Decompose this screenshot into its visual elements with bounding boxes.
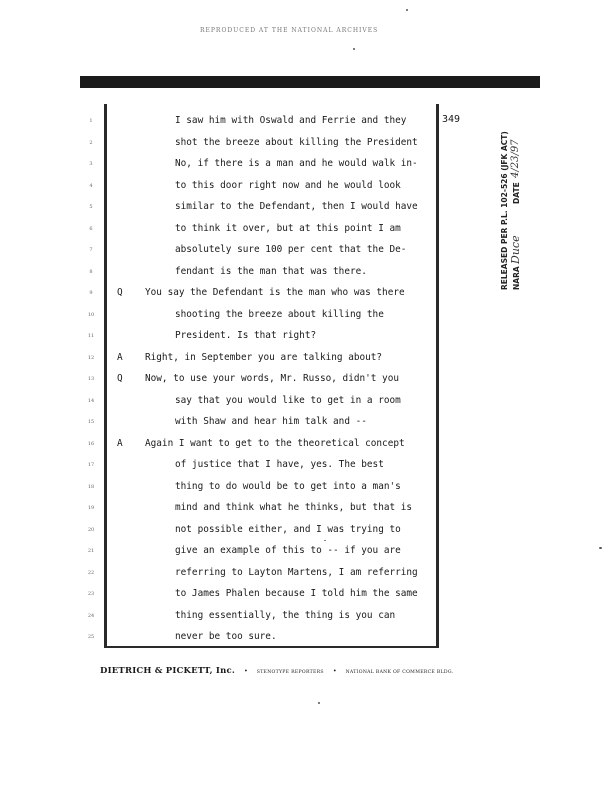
- speaker-label: A: [117, 437, 123, 449]
- line-number: 20: [87, 526, 95, 533]
- line-text: to James Phalen because I told him the same: [175, 588, 418, 599]
- transcript-line: [0, 502, 440, 516]
- line-text: say that you would like to get in a room: [175, 394, 401, 406]
- archive-header: REPRODUCED AT THE NATIONAL ARCHIVES: [200, 27, 379, 34]
- scan-speck: [318, 702, 320, 704]
- page-number: 349: [442, 114, 461, 125]
- footer-separator: •: [332, 668, 337, 675]
- line-number: 25: [87, 634, 95, 640]
- line-text: shot the breeze about killing the President: [175, 136, 418, 148]
- transcript-line: [0, 330, 440, 344]
- line-text: Now, to use your words, Mr. Russo, didn't you: [145, 373, 399, 384]
- line-number: 24: [87, 612, 95, 619]
- transcript-line: [0, 137, 440, 151]
- transcript-line: [0, 481, 440, 495]
- line-text: fendant is the man that was there.: [175, 265, 367, 277]
- line-text: No, if there is a man and he would walk in-: [175, 158, 418, 169]
- line-number: 22: [87, 569, 95, 576]
- transcript-line: [0, 438, 440, 452]
- line-text: similar to the Defendant, then I would have: [175, 201, 418, 212]
- line-text: referring to Layton Martens, I am referring: [175, 566, 418, 578]
- line-text: give an example of this to -- if you are: [175, 545, 401, 556]
- line-text: not possible either, and I was trying to: [175, 523, 401, 535]
- line-number: 11: [87, 333, 95, 339]
- line-number: 3: [89, 161, 93, 167]
- line-number: 12: [87, 354, 95, 361]
- transcript-line: [0, 459, 440, 473]
- footer-separator: •: [244, 668, 248, 675]
- scan-speck: [353, 48, 355, 50]
- line-number: 17: [87, 462, 95, 468]
- scan-speck: [324, 540, 326, 541]
- speaker-label: A: [117, 351, 123, 363]
- line-text: of justice that I have, yes. The best: [175, 459, 384, 470]
- footer-firm: DIETRICH & PICKETT, Inc.: [100, 666, 236, 676]
- line-number: 15: [87, 419, 95, 425]
- transcript-line: [0, 287, 440, 301]
- transcript-line: [0, 309, 440, 323]
- transcript-line: [0, 545, 440, 559]
- transcript-line: [0, 395, 440, 409]
- line-text: I saw him with Oswald and Ferrie and they: [175, 115, 407, 126]
- transcript-line: [0, 567, 440, 581]
- scan-speck: [406, 9, 408, 11]
- transcript-line: [0, 201, 440, 215]
- line-text: Again I want to get to the theoretical concept: [145, 437, 405, 449]
- line-number: 9: [89, 290, 93, 296]
- line-number: 18: [87, 483, 95, 490]
- transcript-line: [0, 244, 440, 258]
- line-text: You say the Defendant is the man who was there: [145, 287, 405, 298]
- line-text: mind and think what he thinks, but that is: [175, 502, 413, 513]
- speaker-label: Q: [117, 287, 123, 298]
- scan-speck: [599, 547, 602, 549]
- footer-bank: NATIONAL BANK OF COMMERCE BLDG.: [345, 670, 454, 675]
- line-text: to this door right now and he would look: [175, 179, 401, 191]
- line-number: 8: [89, 268, 93, 275]
- line-number: 14: [87, 397, 95, 404]
- line-number: 21: [87, 548, 95, 554]
- transcript-line: [0, 158, 440, 172]
- release-stamp-nara-label: NARA: [512, 266, 521, 290]
- transcript-line: [0, 631, 440, 645]
- transcript-line: [0, 352, 440, 366]
- line-text: thing essentially, the thing is you can: [175, 609, 396, 621]
- line-number: 7: [89, 247, 93, 253]
- line-number: 10: [87, 311, 95, 318]
- line-number: 13: [87, 376, 95, 382]
- release-stamp-date: 4/23/97: [510, 139, 521, 178]
- transcript-line: [0, 610, 440, 624]
- line-number: 1: [89, 118, 93, 124]
- footer-reporters: STENOTYPE REPORTERS: [256, 670, 324, 675]
- transcript-line: [0, 416, 440, 430]
- line-text: with Shaw and hear him talk and --: [175, 416, 367, 427]
- frame-bottom-rule: [104, 646, 439, 648]
- line-text: shooting the breeze about killing the: [175, 308, 384, 320]
- line-number: 5: [89, 204, 93, 210]
- transcript-line: [0, 180, 440, 194]
- transcript-line: [0, 524, 440, 538]
- transcript-line: [0, 588, 440, 602]
- line-text: never be too sure.: [175, 631, 277, 642]
- release-stamp: [500, 100, 522, 300]
- line-text: President. Is that right?: [175, 330, 317, 341]
- line-number: 6: [89, 225, 93, 232]
- line-number: 23: [87, 591, 95, 597]
- transcript-line: [0, 223, 440, 237]
- line-number: 16: [87, 440, 95, 447]
- transcript-line: [0, 115, 440, 129]
- top-bar: [80, 76, 540, 88]
- footer: [100, 658, 453, 677]
- line-text: absolutely sure 100 per cent that the De-: [175, 244, 407, 255]
- line-number: 4: [89, 182, 93, 189]
- line-text: thing to do would be to get into a man's: [175, 480, 401, 492]
- line-number: 19: [87, 505, 95, 511]
- line-number: 2: [89, 139, 93, 146]
- line-text: to think it over, but at this point I am: [175, 222, 401, 234]
- transcript-line: [0, 373, 440, 387]
- line-text: Right, in September you are talking about?: [145, 351, 383, 363]
- release-stamp-signature: Duce: [509, 235, 522, 264]
- release-stamp-date-label: DATE: [512, 182, 521, 204]
- speaker-label: Q: [117, 373, 123, 384]
- transcript-line: [0, 266, 440, 280]
- release-stamp-line1: RELEASED PER P.L. 102-526 (JFK ACT): [500, 131, 509, 290]
